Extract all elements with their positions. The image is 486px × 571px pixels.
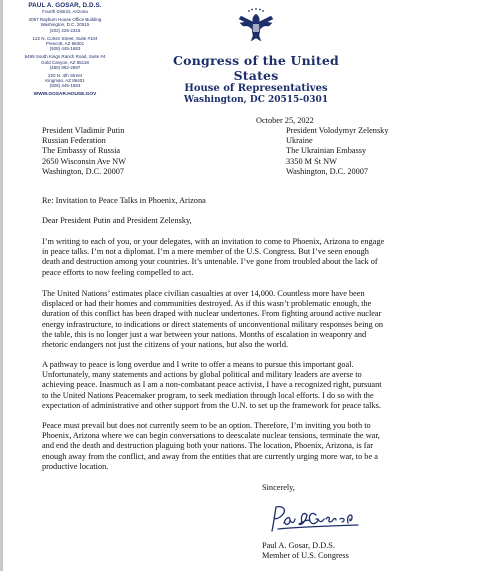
recipient-right	[286, 126, 388, 177]
letterhead-congress: Congress of the United States	[173, 53, 339, 83]
letterhead	[152, 53, 360, 106]
address-line: Washington, D.C. 20007	[286, 166, 369, 176]
recipient-left	[42, 126, 126, 177]
sender-website: WWW.GOSAR.HOUSE.GOV	[33, 91, 97, 97]
sender-name: PAUL A. GOSAR, D.D.S.	[28, 2, 102, 9]
address-line: Ukraine	[286, 136, 313, 146]
office-line: Gold Canyon, AZ 85118	[41, 59, 89, 65]
paragraph-line: Peace must prevail but does not currently seem to be an option. Therefore, I’m inviting you both to	[42, 421, 371, 430]
sender-address-block	[10, 2, 120, 97]
address-line: 3350 M St NW	[286, 156, 337, 166]
office-line: 220 N. 4th Street	[47, 73, 83, 79]
office-line: 2057 Rayburn House Office Building	[28, 17, 102, 23]
paragraph-line: the table, this is no longer just a war between your nations. Months of escalation in weaponry and	[42, 329, 367, 339]
paragraph-line: peace efforts to now feeling compelled to act.	[42, 267, 194, 277]
signatory-title: Member of U.S. Congress	[262, 551, 349, 561]
letterhead-city: Washington, DC 20515-0301	[183, 95, 329, 105]
office-gold-canyon	[10, 54, 120, 70]
address-line: President Volodymyr Zelensky	[286, 126, 389, 135]
paragraph-line: Unfortunately, many statements and actions by global political and military leaders are averse to	[42, 370, 362, 380]
page-edge	[0, 0, 3, 571]
address-line: President Vladimir Putin	[42, 126, 125, 135]
subject-line: Re: Invitation to Peace Talks in Phoenix, Arizona	[42, 196, 206, 205]
paragraph-line: duration of this conflict has been draped with nuclear undertones. From fighting around active nuclear	[42, 309, 382, 319]
handwritten-signature	[266, 501, 366, 537]
paragraph-line: Phoenix, Arizona where we can begin conversations to deescalate nuclear tensions, terminate the war,	[42, 431, 380, 441]
address-line: 2650 Wisconsin Ave NW	[42, 156, 126, 166]
closing: Sincerely,	[262, 483, 295, 492]
paragraph-line: displaced or had their homes and communities destroyed. As if this wasn’t problematic enough, the	[42, 299, 372, 309]
paragraph-line: death and destruction among your countries. It’s untenable. I’ve gone from troubled about the lack of	[42, 257, 378, 267]
eagle-seal-icon	[236, 6, 276, 46]
address-line: Russian Federation	[42, 136, 106, 146]
office-line: Kingman, AZ 86401	[45, 78, 85, 84]
salutation: Dear President Putin and President Zelensky,	[42, 216, 192, 225]
office-kingman	[10, 73, 120, 89]
letter-date: October 25, 2022	[256, 116, 314, 125]
paragraph-line: and end the death and destruction plaguing both your nations. The location, Phoenix, Arizona, is far	[42, 441, 373, 451]
paragraph-line: enough away from the conflict, and away from the entities that are currently urging more war, to be a	[42, 451, 378, 461]
paragraph-line: I’m writing to each of you, or your delegates, with an invitation to come to Phoenix, Arizona to engage	[42, 237, 385, 246]
sender-district: Fourth District, Arizona	[42, 9, 88, 14]
signatory-name: Paul A. Gosar, D.D.S.	[262, 541, 335, 550]
paragraph-line: rhetoric endangers not just the citizens of your nations, but also the world.	[42, 340, 289, 350]
office-line: (480) 882-2697	[49, 64, 81, 70]
paragraph-2	[42, 289, 482, 350]
paragraph-line: in peace talks. I’m not a diplomat. I’m a mere member of the U.S. Congress. But I’ve seen enough	[42, 247, 369, 257]
office-line: (928) 445-1683	[49, 83, 81, 89]
office-line: 6499 South Kings Ranch Road, Suite #4	[24, 54, 106, 60]
paragraph-line: to the United Nations Peacemaker program, to seek mediation through local efforts. I do so with the	[42, 390, 374, 400]
office-line: Prescott, AZ 86301	[45, 41, 85, 47]
signatory-block	[262, 541, 349, 561]
paragraph-1	[42, 237, 482, 278]
paragraph-line: productive location.	[42, 461, 109, 471]
office-dc	[10, 17, 120, 33]
address-line: The Ukrainian Embassy	[286, 146, 367, 156]
paragraph-3	[42, 360, 482, 411]
paragraph-line: expectation of administrative and other support from the U.N. to set up the framework for peace talks.	[42, 400, 381, 410]
address-line: Washington, D.C. 20007	[42, 166, 125, 176]
letterhead-house: House of Representatives	[184, 83, 328, 94]
paragraph-4	[42, 421, 482, 472]
paragraph-line: The United Nations’ estimates place civilian casualties at over 14,000. Countless more have been	[42, 289, 365, 298]
paragraph-line: A pathway to peace is long overdue and I write to offer a means to pursue this important goal.	[42, 360, 354, 369]
office-prescott	[10, 36, 120, 52]
address-line: The Embassy of Russia	[42, 146, 121, 156]
office-line: 122 N. Cortez Street, Suite #104	[32, 35, 98, 41]
paragraph-line: achieving peace. Inasmuch as I am a non-combatant peace activist, I have a recognized right, pursuant	[42, 380, 382, 390]
office-line: (202) 225-2315	[49, 27, 81, 33]
office-line: Washington, D.C. 20515	[40, 22, 90, 28]
office-line: (928) 445-1683	[49, 46, 81, 52]
paragraph-line: energy infrastructure, to indications or direct statements of unconventional military responses being on	[42, 319, 384, 329]
